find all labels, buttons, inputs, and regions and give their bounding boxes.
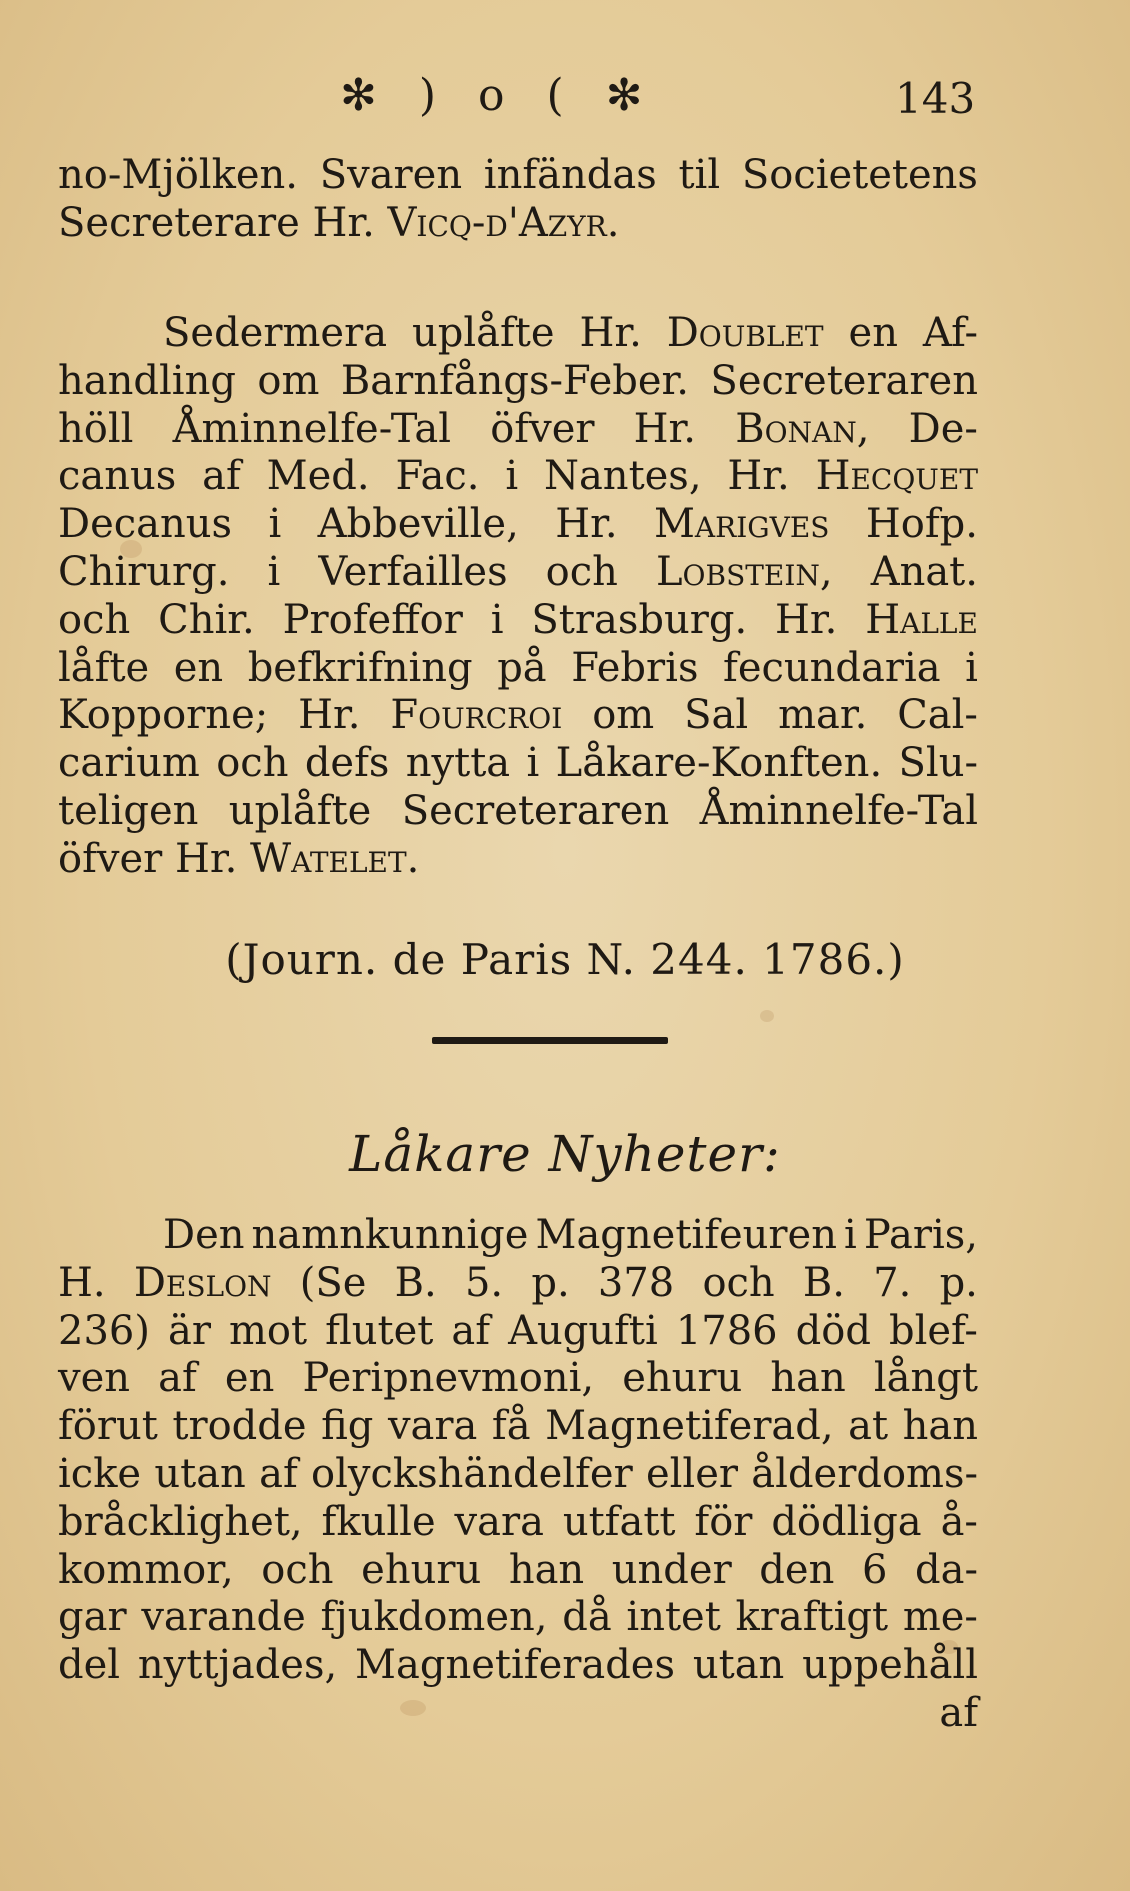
word: 5. [464, 1259, 504, 1306]
word: Strasburg. [531, 596, 748, 643]
word: Åminnelfe-Tal [699, 787, 978, 834]
word: Sal [684, 692, 749, 739]
word: teligen [58, 787, 199, 834]
text-line [58, 1642, 978, 1690]
word: ehuru [622, 1355, 743, 1402]
person-name: Marigves [653, 501, 830, 548]
person-name: Bonan, [735, 405, 870, 452]
word: Af- [922, 310, 978, 356]
word: H. [58, 1259, 106, 1306]
word: da- [914, 1546, 978, 1593]
word: och [261, 1546, 334, 1593]
word: Verfailles [318, 548, 508, 595]
word: 7. [873, 1259, 912, 1306]
word: utfatt [562, 1498, 676, 1545]
word: vara [387, 1403, 478, 1450]
word: Hr. [579, 310, 642, 356]
word: Barnfångs-Feber. [340, 357, 689, 404]
text-line [58, 645, 978, 693]
word: Paris, [863, 1212, 978, 1258]
word: en [224, 1355, 275, 1402]
word: Hr. [775, 596, 838, 643]
word: öfver [490, 405, 595, 452]
word: uppehåll [802, 1642, 978, 1689]
word: i [965, 644, 978, 691]
word: Decanus [58, 501, 233, 548]
word: olyckshändelfer [311, 1450, 633, 1497]
word: bråcklighet, [58, 1498, 303, 1545]
section-divider [432, 1037, 668, 1044]
word: i [505, 453, 519, 500]
text-line [58, 1308, 978, 1356]
text-line [58, 1594, 978, 1642]
word: fecundaria [723, 644, 941, 691]
word: 6 [861, 1546, 888, 1593]
word: Hr. [555, 501, 618, 548]
paragraph-2 [58, 310, 978, 884]
word: dödliga [771, 1498, 922, 1545]
word: af [202, 453, 241, 500]
text-line [58, 597, 978, 645]
section-heading: Låkare Nyheter: [349, 1125, 781, 1183]
text-line [58, 1690, 978, 1738]
word: Den [163, 1212, 245, 1258]
text-line [58, 1355, 978, 1403]
word: en [173, 644, 224, 691]
word: me- [902, 1594, 978, 1641]
word: Secreteraren [710, 357, 978, 404]
word: befkrifning [247, 644, 473, 691]
word: och [58, 596, 131, 643]
text-line [58, 152, 978, 200]
word: i [526, 740, 540, 787]
word: canus [58, 453, 177, 500]
word: gar [58, 1594, 127, 1641]
word: långt [873, 1355, 978, 1402]
citation: (Journ. de Paris N. 244. 1786.) [225, 935, 905, 984]
person-name: Hecquet [815, 453, 978, 500]
word: uplåfte [411, 310, 555, 356]
word: och [702, 1259, 775, 1306]
word: ålderdoms- [751, 1450, 978, 1497]
word: Hr. [312, 199, 375, 246]
text-line [58, 453, 978, 501]
word: mar. [778, 692, 868, 739]
word: blef- [888, 1307, 978, 1354]
word: i [490, 596, 504, 643]
word: Magnetifeuren [535, 1212, 837, 1258]
word: Chirurg. [58, 548, 230, 595]
word: defs [304, 740, 390, 787]
word: mot [228, 1307, 308, 1354]
word: flutet [325, 1307, 434, 1354]
word: icke [58, 1450, 142, 1497]
word: af [451, 1307, 491, 1354]
text-line [58, 1451, 978, 1499]
text-line [58, 358, 978, 406]
word: af [158, 1355, 197, 1402]
word: Sedermera [163, 310, 388, 356]
word: i [268, 501, 282, 548]
word: förut [58, 1403, 158, 1450]
word: å- [940, 1498, 978, 1545]
text-line [58, 788, 978, 836]
word: låfte [58, 644, 150, 691]
text-line [58, 310, 978, 358]
word: Magnetiferad, [545, 1403, 834, 1450]
word: Abbeville, [317, 501, 519, 548]
word: Hr. [633, 405, 696, 452]
word: i [844, 1212, 857, 1258]
word: öfver [58, 835, 163, 882]
text-line [58, 692, 978, 740]
word: Åminnelfe-Tal [172, 405, 452, 452]
word: p. [531, 1259, 570, 1306]
person-name: Lobstein, [655, 548, 833, 595]
word: kraftigt [735, 1594, 889, 1641]
word: ven [58, 1355, 131, 1402]
word: Kopporne; [58, 692, 269, 739]
word: fjukdomen, [320, 1594, 548, 1641]
word: och [545, 548, 618, 595]
word: och [216, 740, 289, 787]
word: Magnetiferades [355, 1642, 676, 1689]
word: kommor, [58, 1546, 234, 1593]
word: han [902, 1403, 978, 1450]
word: eller [645, 1450, 739, 1497]
word: han [508, 1546, 585, 1593]
word: (Se [299, 1259, 367, 1306]
word: Med. [266, 453, 370, 500]
word: Hr. [298, 692, 361, 739]
catchword: af [939, 1689, 978, 1736]
word: om [592, 692, 655, 739]
word: fkulle [321, 1498, 436, 1545]
word: p. [939, 1259, 978, 1306]
person-name: Halle [865, 596, 978, 643]
word: Anat. [870, 548, 978, 595]
word: höll [58, 405, 134, 452]
word: utan [154, 1450, 246, 1497]
word: B. [394, 1259, 437, 1306]
word: handling [58, 357, 236, 404]
word: trodde [172, 1403, 307, 1450]
text-line [58, 1499, 978, 1547]
word: Augufti [508, 1307, 658, 1354]
text-line [58, 740, 978, 788]
text-line [58, 501, 978, 549]
page-number: 143 [895, 74, 976, 123]
word: den [759, 1546, 835, 1593]
word: Secreteraren [401, 787, 670, 834]
word: han [770, 1355, 846, 1402]
word: 236) [58, 1307, 150, 1354]
word: Fac. [395, 453, 480, 500]
word: under [611, 1546, 732, 1593]
word: Hr. [175, 835, 238, 882]
word: Profeffor [282, 596, 463, 643]
word: intet [626, 1594, 721, 1641]
word: carium [58, 740, 200, 787]
word: Febris [571, 644, 699, 691]
word: De- [908, 405, 978, 452]
text-line [58, 200, 978, 248]
word: Nantes, [543, 453, 702, 500]
text-line [58, 836, 978, 884]
word: i [267, 548, 281, 595]
word: vara [454, 1498, 544, 1545]
word: då [562, 1594, 612, 1641]
word: no-Mjölken. [58, 152, 298, 198]
text-line [58, 549, 978, 597]
word: Låkare-Konften. [555, 740, 883, 787]
person-name: Deslon [133, 1259, 272, 1306]
word: varande [141, 1594, 306, 1641]
word: del [58, 1642, 121, 1689]
word: Slu- [898, 740, 978, 787]
header-ornament: ✻ ) o ( ✻ [340, 70, 657, 121]
word: fig [321, 1403, 374, 1450]
paragraph-1 [58, 152, 978, 248]
word: Chir. [158, 596, 255, 643]
word: på [497, 644, 547, 691]
word: en [848, 310, 898, 356]
stain-spot [760, 1010, 774, 1022]
word: 1786 [675, 1307, 778, 1354]
word: infändas [483, 152, 657, 198]
word: död [795, 1307, 871, 1354]
word: at [848, 1403, 889, 1450]
text-line [58, 406, 978, 454]
word: Peripnevmoni, [302, 1355, 595, 1402]
text-line [58, 1547, 978, 1595]
word: B. [802, 1259, 845, 1306]
word: Secreterare [58, 199, 300, 246]
person-name: Watelet. [250, 835, 420, 882]
word: utan [692, 1642, 785, 1689]
running-header [0, 70, 1130, 130]
word: Svaren [319, 152, 463, 198]
word: är [167, 1307, 211, 1354]
word: namnkunnige [251, 1212, 529, 1258]
word: til [678, 152, 721, 198]
word: 378 [597, 1259, 675, 1306]
word: Hofp. [865, 501, 978, 548]
word: om [257, 357, 320, 404]
paragraph-3 [58, 1212, 978, 1738]
word: Societetens [741, 152, 978, 198]
text-line [58, 1212, 978, 1260]
word: ehuru [361, 1546, 482, 1593]
word: nytta [405, 740, 511, 787]
word: få [491, 1403, 531, 1450]
word: Cal- [897, 692, 978, 739]
word: af [259, 1450, 298, 1497]
word: uplåfte [228, 787, 372, 834]
person-name: Vicq-d'Azyr. [387, 199, 620, 246]
word: nyttjades, [137, 1642, 338, 1689]
text-line [58, 1260, 978, 1308]
word: Hr. [727, 453, 790, 500]
text-line [58, 1403, 978, 1451]
word: för [694, 1498, 753, 1545]
person-name: Fourcroi [390, 692, 563, 739]
person-name: Doublet [666, 310, 824, 356]
